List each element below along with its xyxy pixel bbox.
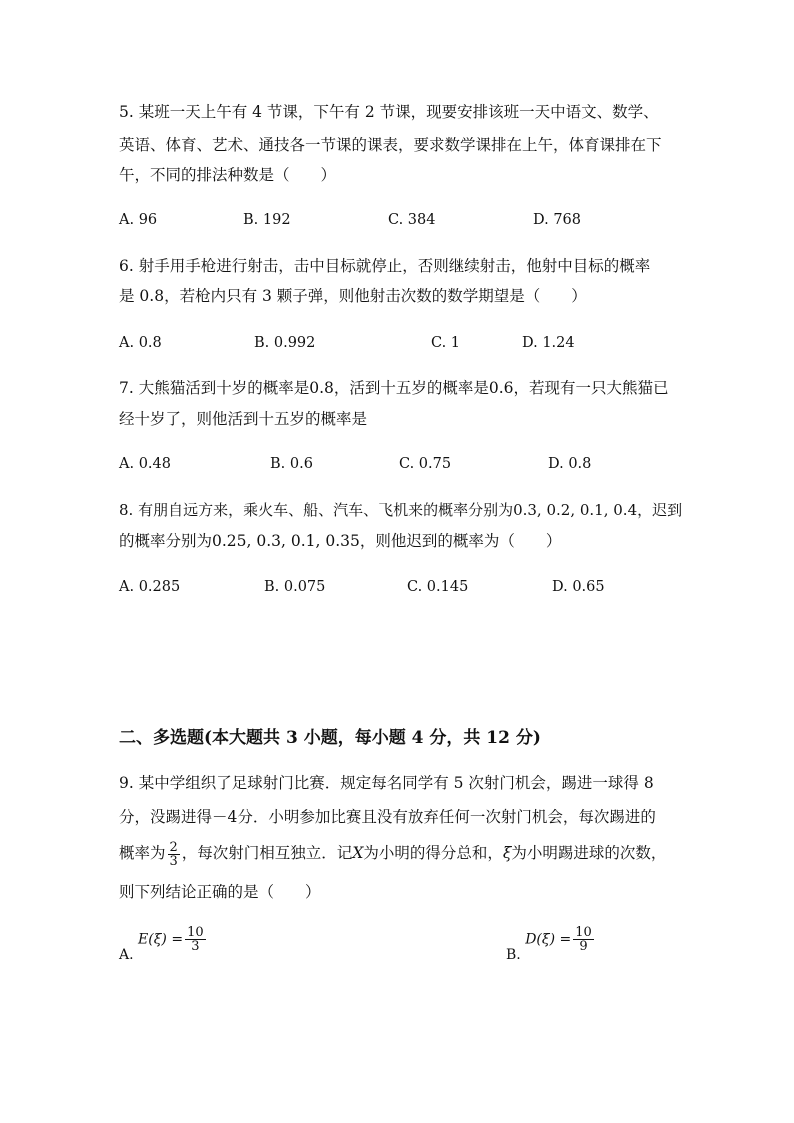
q9-variable-x: X bbox=[352, 844, 364, 862]
q9-fraction-numerator: 2 bbox=[169, 839, 178, 855]
q9-option-b-label: B. bbox=[506, 947, 521, 963]
q7-line-2: 经十岁了，则他活到十五岁的概率是 bbox=[119, 410, 368, 428]
q7-option-c: C. 0.75 bbox=[399, 456, 452, 472]
q7-option-a: A. 0.48 bbox=[119, 456, 171, 472]
q9-line-1: 9. 某中学组织了足球射门比赛．规定每名同学有 5 次射门机会，踢进一球得 8 bbox=[119, 774, 654, 792]
q9-option-b-fraction bbox=[573, 926, 594, 953]
q9-line-4: 则下列结论正确的是（ ） bbox=[119, 883, 321, 901]
q7-line-1: 7. 大熊猫活到十岁的概率是0.8，活到十五岁的概率是0.6，若现有一只大熊猫已 bbox=[119, 379, 669, 397]
q6-option-d: D. 1.24 bbox=[522, 335, 575, 351]
q6-option-a: A. 0.8 bbox=[119, 335, 162, 351]
q8-line-2: 的概率分别为0.25, 0.3, 0.1, 0.35，则他迟到的概率为（ ） bbox=[119, 532, 562, 550]
q9-probability-fraction bbox=[168, 841, 180, 868]
q9-line-3 bbox=[119, 838, 666, 868]
q9-line-3-middle-2: 为小明的得分总和， bbox=[363, 844, 503, 862]
q9-option-b-expression: D(ξ) = bbox=[525, 931, 572, 948]
q9-option-b bbox=[506, 925, 596, 963]
q9-option-a bbox=[119, 925, 208, 963]
q9-option-a-fraction bbox=[185, 926, 206, 953]
q9-option-b-numerator: 10 bbox=[575, 925, 592, 940]
q8-option-c: C. 0.145 bbox=[407, 579, 469, 595]
q9-option-b-denominator: 9 bbox=[579, 939, 588, 954]
q8-option-b: B. 0.075 bbox=[264, 579, 326, 595]
q9-option-a-label: A. bbox=[119, 947, 134, 963]
section-title-multiple-choice: 二、多选题(本大题共 3 小题，每小题 4 分，共 12 分) bbox=[119, 728, 541, 748]
q9-option-a-expression: E(ξ) = bbox=[138, 931, 184, 948]
q9-line-3-middle: ，每次射门相互独立．记 bbox=[181, 844, 353, 862]
q9-option-a-denominator: 3 bbox=[191, 939, 200, 954]
q9-fraction-denominator: 3 bbox=[169, 853, 178, 869]
q9-variable-xi: ξ bbox=[502, 844, 512, 862]
q6-line-2: 是 0.8，若枪内只有 3 颗子弹，则他射击次数的数学期望是（ ） bbox=[119, 287, 587, 305]
q8-line-1: 8. 有朋自远方来，乘火车、船、汽车、飞机来的概率分别为0.3, 0.2, 0.1, 0.4，迟到 bbox=[119, 501, 683, 519]
q8-option-a: A. 0.285 bbox=[119, 579, 181, 595]
q5-option-a: A. 96 bbox=[119, 212, 158, 228]
q9-option-a-numerator: 10 bbox=[187, 925, 204, 940]
q6-option-b: B. 0.992 bbox=[254, 335, 316, 351]
q7-option-b: B. 0.6 bbox=[270, 456, 313, 472]
q9-line-3-suffix: 为小明踢进球的次数， bbox=[511, 844, 667, 862]
q7-option-d: D. 0.8 bbox=[548, 456, 592, 472]
q9-line-2: 分，没踢进得－4分．小明参加比赛且没有放弃任何一次射门机会，每次踢进的 bbox=[119, 808, 656, 826]
q6-option-c: C. 1 bbox=[431, 335, 461, 351]
q8-option-d: D. 0.65 bbox=[552, 579, 605, 595]
q6-line-1: 6. 射手用手枪进行射击，击中目标就停止，否则继续射击，他射中目标的概率 bbox=[119, 257, 651, 275]
q5-line-1: 5. 某班一天上午有 4 节课，下午有 2 节课，现要安排该班一天中语文、数学、 bbox=[119, 103, 659, 121]
q5-option-b: B. 192 bbox=[243, 212, 291, 228]
q5-line-3: 午，不同的排法种数是（ ） bbox=[119, 166, 337, 184]
q9-line-3-prefix: 概率为 bbox=[119, 844, 166, 862]
q5-option-d: D. 768 bbox=[533, 212, 582, 228]
q5-line-2: 英语、体育、艺术、通技各一节课的课表，要求数学课排在上午，体育课排在下 bbox=[119, 136, 662, 154]
q5-option-c: C. 384 bbox=[388, 212, 436, 228]
